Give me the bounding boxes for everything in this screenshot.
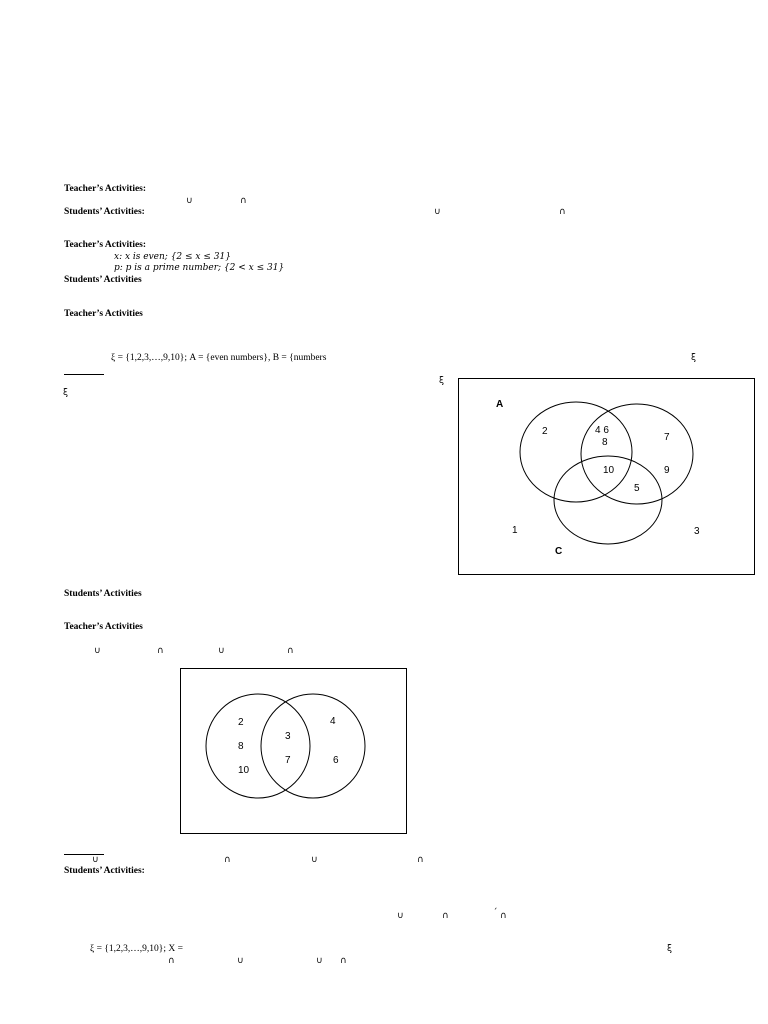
union-symbol: ∪ (316, 956, 323, 966)
heading-teacher-activities-1: Teacher’s Activities: (64, 184, 147, 194)
left-region-value: 2 (238, 717, 244, 728)
region-b-only: 7 (664, 432, 670, 443)
heading-teacher-activities-4: Teacher’s Activities (64, 622, 143, 632)
union-symbol: ∪ (94, 646, 101, 656)
intersection-symbol: ∩ (287, 646, 294, 656)
heading-students-activities-2: Students’ Activities (64, 275, 142, 285)
region-c-part: 5 (634, 483, 640, 494)
right-region-value: 4 (330, 716, 336, 727)
left-region-value: 10 (238, 765, 250, 776)
middle-region-value: 3 (285, 731, 291, 742)
intersection-symbol: ∩ (240, 196, 247, 206)
middle-region-value: 7 (285, 755, 291, 766)
heading-teacher-activities-3: Teacher’s Activities (64, 309, 143, 319)
xi-symbol: ξ (439, 376, 445, 386)
xi-symbol: ξ (691, 353, 697, 363)
union-symbol: ∪ (311, 855, 318, 865)
union-symbol: ∪ (92, 855, 99, 865)
region-abc-top: 8 (602, 437, 608, 448)
heading-students-activities-1: Students’ Activities: (64, 207, 145, 217)
region-ab-only: 4 6 (595, 425, 609, 436)
region-outside-right: 3 (694, 526, 700, 537)
heading-students-activities-4: Students’ Activities: (64, 866, 145, 876)
intersection-symbol: ∩ (340, 956, 347, 966)
intersection-symbol: ∩ (442, 911, 449, 921)
heading-teacher-activities-2: Teacher’s Activities: (64, 240, 147, 250)
region-abc: 10 (603, 465, 615, 476)
region-outside-left: 1 (512, 525, 518, 536)
universal-set-line-2: ξ = {1,2,3,…,9,10}; X = (90, 944, 183, 954)
heading-students-activities-3: Students’ Activities (64, 589, 142, 599)
union-symbol: ∪ (237, 956, 244, 966)
math-line-prime: p: p is a prime number; {2 < x ≤ 31} (114, 263, 285, 273)
left-set-circle (206, 694, 310, 798)
union-symbol: ∪ (186, 196, 193, 206)
intersection-symbol: ∩ (559, 207, 566, 217)
union-symbol: ∪ (218, 646, 225, 656)
acute-mark: ´ (493, 908, 498, 918)
universal-set-line-1: ξ = {1,2,3,…,9,10}; A = {even numbers}, B = {numbers (111, 353, 327, 363)
xi-symbol: ξ (667, 944, 673, 954)
union-symbol: ∪ (434, 207, 441, 217)
right-set-circle (261, 694, 365, 798)
region-a-only: 2 (542, 426, 548, 437)
set-a-label: A (496, 399, 504, 410)
left-region-value: 8 (238, 741, 244, 752)
math-line-even: x: x is even; {2 ≤ x ≤ 31} (114, 252, 231, 262)
intersection-symbol: ∩ (500, 911, 507, 921)
set-c-label: C (555, 546, 563, 557)
intersection-symbol: ∩ (417, 855, 424, 865)
intersection-symbol: ∩ (168, 956, 175, 966)
intersection-symbol: ∩ (157, 646, 164, 656)
region-bc-only: 9 (664, 465, 670, 476)
right-region-value: 6 (333, 755, 339, 766)
union-symbol: ∪ (397, 911, 404, 921)
intersection-symbol: ∩ (224, 855, 231, 865)
xi-symbol: ξ (63, 388, 69, 398)
